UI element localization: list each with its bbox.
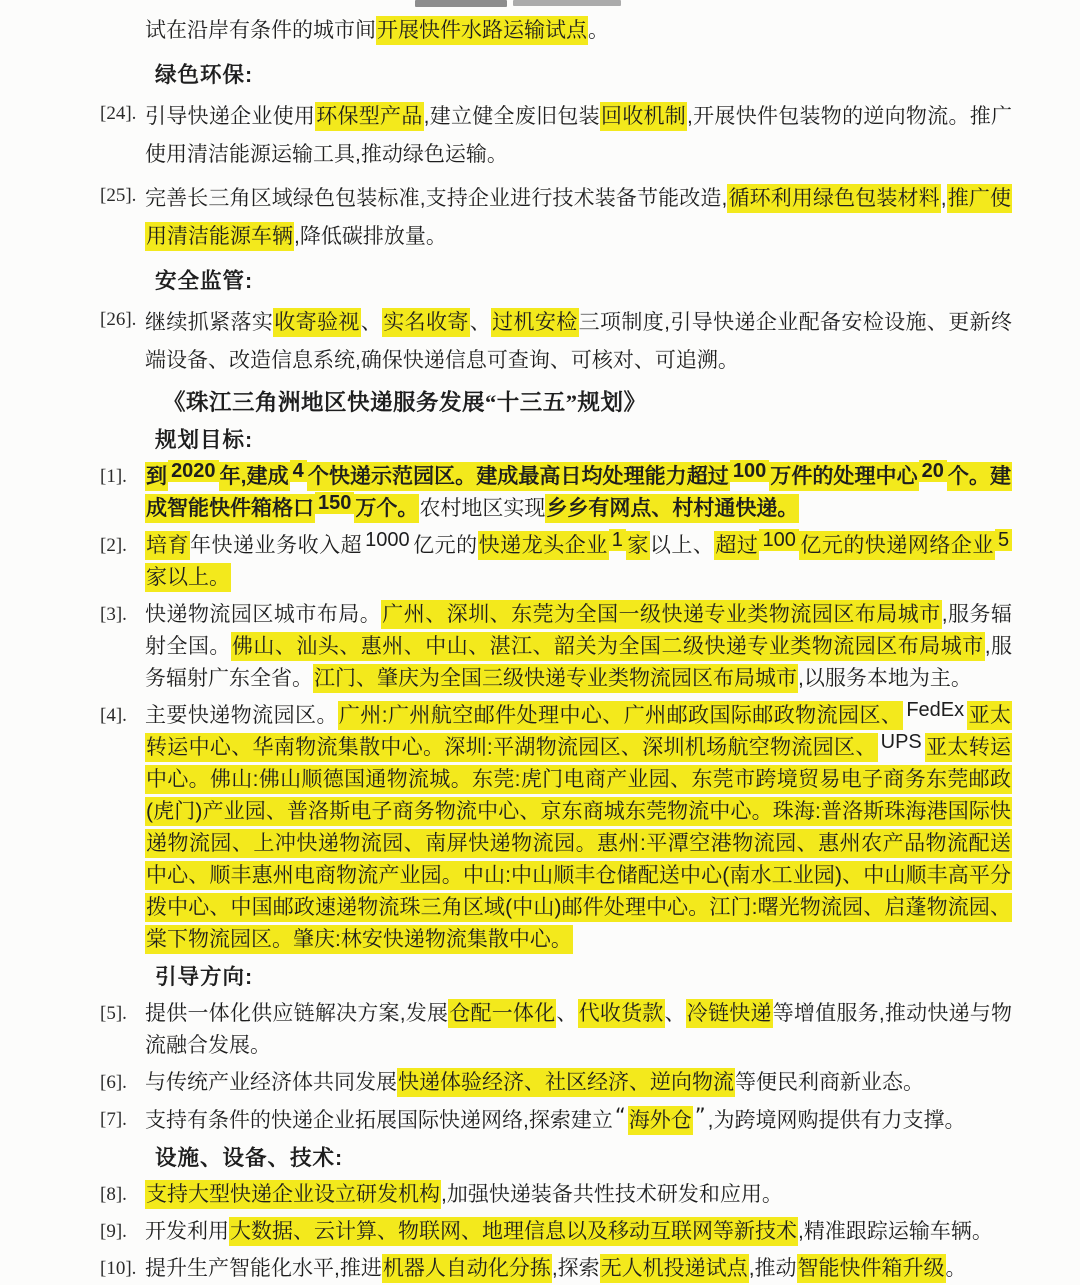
number-segment: FedEx (906, 699, 965, 721)
text-segment: ” (694, 1104, 706, 1128)
text-segment: 试在沿岸有条件的城市间 (145, 19, 376, 42)
highlight-segment: 1 (609, 529, 626, 551)
item-label: [24]. (100, 103, 137, 124)
continuation-line (100, 12, 1012, 50)
item-label: [26]. (100, 309, 137, 330)
highlight-segment: 智能快件箱升级 (797, 1254, 946, 1283)
item-label: [10]. (100, 1258, 137, 1279)
item-text (145, 1104, 1012, 1137)
text-segment: 、 (469, 311, 492, 334)
highlight-segment: 20 (919, 460, 947, 482)
item-text (145, 304, 1012, 380)
list-item (100, 1216, 1012, 1248)
list-item (100, 1067, 1012, 1099)
section-heading: 绿色环保: (155, 63, 254, 87)
text-segment: 、 (556, 1002, 578, 1025)
text-segment: 与传统产业经济体共同发展 (145, 1071, 397, 1094)
section-heading: 安全监管: (155, 269, 254, 293)
highlight-segment: 循环利用绿色包装材料 (727, 184, 940, 213)
text-segment: 等便民利商新业态。 (735, 1071, 924, 1094)
highlight-segment: 过机安检 (491, 308, 579, 337)
text-segment: 农村地区实现 (419, 497, 546, 520)
item-text (145, 1067, 1012, 1099)
item-text (145, 180, 1012, 256)
text-segment: ,精准跟踪运输车辆。 (798, 1220, 993, 1243)
highlight-segment: 个。建成智能快件箱格口 (145, 462, 1012, 523)
highlight-segment: 培育 (145, 531, 190, 560)
section-heading: 引导方向: (155, 965, 254, 989)
highlight-segment: 代收货款 (578, 999, 665, 1028)
text-segment: 开发利用 (145, 1220, 229, 1243)
highlight-segment: 支持大型快递企业设立研发机构 (145, 1180, 441, 1209)
highlight-segment: 亚太转运中心。佛山:佛山顺德国通物流城。东莞:虎门电商产业园、东莞市跨境贸易电子商务东莞邮政(虎门)产业园、普洛斯电子商务物流中心、京东商城东莞物流中心。珠海:普洛斯珠海港国际快递物流园、上冲快递物流园、南屏快递物流园。惠州:平潭空港物流园、惠州农产品物流配送中心、顺丰惠州电商物流产业园。中山:中山顺丰仓储配送中心(南水工业园)、中山顺丰高平分拨中心、中国邮政速递物流珠三角区域(中山)邮件处理中心。江门:曙光物流园、启蓬物流园、棠下物流园区。肇庆:林安快递物流集散中心。 (145, 733, 1012, 954)
highlight-segment: 150 (315, 492, 354, 514)
item-text (145, 461, 1012, 525)
highlight-segment: 100 (730, 460, 769, 482)
text-segment: 提升生产智能化水平,推进 (145, 1257, 382, 1280)
text-segment: 快递物流园区城市布局。 (145, 603, 382, 626)
cropped-previous-line-artifact (513, 0, 621, 6)
highlight-segment: 到 (145, 462, 168, 491)
highlight-segment: 冷链快递 (686, 999, 773, 1028)
text-segment: 、 (664, 1002, 686, 1025)
item-label: [25]. (100, 185, 137, 206)
highlight-segment: 仓配一体化 (448, 999, 556, 1028)
item-text (145, 1216, 1012, 1248)
item-text (145, 599, 1012, 695)
list-item (100, 1179, 1012, 1211)
highlight-segment: 回收机制 (600, 102, 687, 131)
list-item (100, 1253, 1012, 1285)
item-text (145, 700, 1012, 956)
text-segment: 提供一体化供应链解决方案,发展 (145, 1002, 449, 1025)
highlight-segment: 100 (759, 529, 798, 551)
number-segment: 1000 (365, 529, 410, 551)
item-text (145, 998, 1012, 1062)
highlight-segment: 2020 (168, 460, 219, 482)
highlight-segment: 收寄验视 (273, 308, 361, 337)
text-segment: 。 (945, 1257, 967, 1280)
highlight-segment: 环保型产品 (315, 102, 423, 131)
item-label: [7]. (100, 1109, 127, 1130)
highlight-segment: 大数据、云计算、物联网、地理信息以及移动互联网等新技术 (229, 1217, 798, 1246)
highlight-segment: 乡乡有网点、村村通快递。 (545, 494, 799, 523)
list-item (100, 998, 1012, 1062)
item-label: [2]. (100, 535, 127, 556)
text-segment: 等增值服务,推动快递与物流融合发展。 (145, 1002, 1013, 1057)
text-segment: ,开展快件包装物的逆向物流。推广使用清洁能源运输工具,推动绿色运输。 (145, 105, 1013, 166)
highlight-segment: 亚太转运中心、华南物流集散中心。深圳:平湖物流园区、深圳机场航空物流园区、 (145, 701, 1012, 762)
text-segment: ,建立健全废旧包装 (423, 105, 600, 128)
item-label: [1]. (100, 466, 127, 487)
highlight-segment: 佛山、汕头、惠州、中山、湛江、韶关为全国二级快递专业类物流园区布局城市 (231, 632, 985, 661)
text-segment: 主要快递物流园区。 (145, 704, 338, 727)
highlight-segment: 个快递示范园区。建成最高日均处理能力超过 (307, 462, 730, 491)
text-segment: ,以服务本地为主。 (798, 667, 972, 690)
highlight-segment: 开展快件水路运输试点 (376, 16, 588, 45)
item-text (145, 1253, 1012, 1285)
list-item (100, 1104, 1012, 1137)
highlight-segment: 亿元的快递网络企业 (799, 531, 995, 560)
item-label: [9]. (100, 1221, 127, 1242)
item-text (145, 12, 1012, 50)
text-segment: 完善长三角区域绿色包装标准,支持企业进行技术装备节能改造, (145, 187, 728, 210)
list-item (100, 599, 1012, 695)
item-label: [6]. (100, 1072, 127, 1093)
text-segment: ,服务辐射全国。 (145, 603, 1013, 658)
list-item (100, 98, 1012, 174)
highlight-segment: 广州、深圳、东莞为全国一级快递专业类物流园区布局城市 (381, 600, 941, 629)
text-segment: ,加强快递装备共性技术研发和应用。 (441, 1183, 783, 1206)
text-segment: 亿元的 (412, 534, 478, 557)
text-segment: “ (614, 1104, 626, 1128)
highlight-segment: 推广使用清洁能源车辆 (145, 184, 1012, 251)
highlight-segment: 机器人自动化分拣 (382, 1254, 552, 1283)
text-segment: 三项制度,引导快递企业配备安检设施、更新终端设备、改造信息系统,确保快递信息可查询、可核对、可追溯。 (145, 311, 1013, 372)
text-segment: ,为跨境网购提供有力支撑。 (707, 1109, 966, 1132)
item-label: [5]. (100, 1003, 127, 1024)
item-label: [3]. (100, 604, 127, 625)
item-text (145, 530, 1012, 594)
document-title: 《珠江三角洲地区快递服务发展“十三五”规划》 (163, 390, 647, 415)
text-segment: 、 (360, 311, 383, 334)
highlight-segment: 超过 (714, 531, 759, 560)
list-item (100, 530, 1012, 594)
item-text (145, 1179, 1012, 1211)
text-segment: 年快递业务收入超 (190, 534, 363, 557)
highlight-segment: 年,建成 (219, 462, 290, 491)
section-heading: 规划目标: (155, 428, 254, 452)
text-segment: ,服务辐射广东全省。 (145, 635, 1013, 690)
section-heading: 设施、设备、技术: (155, 1146, 344, 1170)
highlight-segment: 实名收寄 (382, 308, 470, 337)
highlight-segment: 快递体验经济、社区经济、逆向物流 (397, 1068, 735, 1097)
highlight-segment: 江门、肇庆为全国三级快递专业类物流园区布局城市 (313, 664, 798, 693)
item-label: [4]. (100, 705, 127, 726)
item-label: [8]. (100, 1184, 127, 1205)
list-item (100, 700, 1012, 956)
highlight-segment: 4 (290, 460, 307, 482)
highlight-segment: 家以上。 (145, 563, 231, 592)
highlight-segment: 万个。 (354, 494, 419, 523)
cropped-previous-line-artifact (415, 0, 507, 7)
text-segment: 支持有条件的快递企业拓展国际快递网络,探索建立 (145, 1109, 613, 1132)
highlight-segment: 快递龙头企业 (478, 531, 609, 560)
highlight-segment: 海外仓 (628, 1106, 693, 1135)
number-segment: UPS (880, 731, 922, 753)
list-item (100, 461, 1012, 525)
text-segment: 继续抓紧落实 (145, 311, 274, 334)
list-item (100, 304, 1012, 380)
highlight-segment: 广州:广州航空邮件处理中心、广州邮政国际邮政物流园区、 (338, 701, 903, 730)
highlight-segment: 家 (626, 531, 650, 560)
highlight-segment: 万件的处理中心 (769, 462, 918, 491)
text-segment: ,推动 (748, 1257, 797, 1280)
text-segment: , (940, 187, 947, 210)
highlight-segment: 5 (995, 529, 1012, 551)
list-item (100, 180, 1012, 256)
text-segment: 引导快递企业使用 (145, 105, 316, 128)
text-segment: ,降低碳排放量。 (294, 225, 447, 248)
text-segment: 以上、 (649, 534, 715, 557)
highlight-segment: 无人机投递试点 (600, 1254, 749, 1283)
item-label (100, 12, 145, 18)
item-text (145, 98, 1012, 174)
text-segment: 。 (588, 19, 609, 42)
text-segment: ,探索 (551, 1257, 600, 1280)
